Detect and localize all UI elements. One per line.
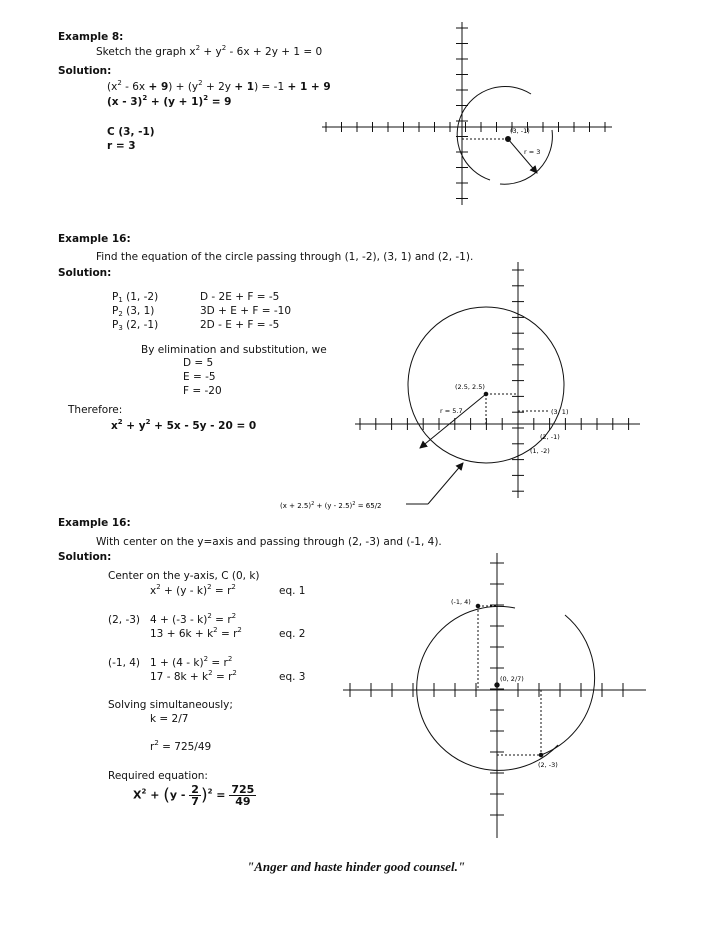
point-2-neg3: (2, -3) [108, 614, 141, 626]
graph-1 [322, 22, 612, 205]
point-label-2-neg3: (2, -3) [538, 761, 558, 769]
point-label-3-1: (3, 1) [551, 408, 569, 416]
center-label: (3, -1) [510, 127, 530, 135]
example-8-prompt: Sketch the graph $x^2 + y^2 - 6x + 2y + 1 = 0$ [96, 44, 323, 58]
solution-label: Solution: [58, 65, 112, 77]
equation-3: $17 - 8k + k^2 = r^2$ [150, 669, 237, 683]
example-8-title: Example 8: [58, 31, 124, 43]
final-equation: $X^2 + (y$ - $\frac{2}{7}$ )$^2$ = $\frac{725}{49}$ [133, 783, 255, 808]
standard-form-equation: $(x - 3)^2 + (y + 1)^2 = 9$ [107, 94, 232, 108]
eq-2-tag: eq. 2 [279, 628, 306, 640]
equation-p3: 2D - E + F = -5 [200, 319, 280, 331]
eq-1-tag: eq. 1 [279, 585, 306, 597]
therefore-label: Therefore: [68, 404, 123, 416]
quote-footer: "Anger and haste hinder good counsel." [247, 859, 466, 874]
equation-p2: 3D + E + F = -10 [200, 305, 292, 317]
leader-line [428, 463, 463, 504]
equation-2: $13 + 6k + k^2 = r^2$ [150, 626, 242, 640]
k-value: k = 2/7 [150, 713, 189, 725]
graph-2 [355, 262, 640, 504]
center-label: (2.5, 2.5) [455, 383, 485, 391]
solving-text: Solving simultaneously; [108, 699, 233, 711]
result-d: D = 5 [183, 357, 214, 369]
result-e: E = -5 [183, 371, 216, 383]
example-16-prompt: Find the equation of the circle passing through (1, -2), (3, 1) and (2, -1). [96, 251, 474, 263]
center-point [484, 392, 488, 396]
eq-3-tag: eq. 3 [279, 671, 306, 683]
completing-square-line: $(x^2 - 6x + 9) + (y^2 + 2y + 1) = -1 + 1 + 9$ [107, 79, 331, 93]
point-p1: $P_1$ (1, -2) [112, 291, 159, 304]
graph-equation: $(x + 2.5)^2 + (y - 2.5)^2 = 65/2$ [280, 501, 382, 510]
result-f: F = -20 [183, 385, 222, 397]
radius-label: r = 3 [524, 148, 541, 156]
point-label-2-neg1: (2, -1) [540, 433, 560, 441]
graph-3 [343, 553, 646, 838]
required-equation-label: Required equation: [108, 770, 208, 782]
point-p3: $P_3$ (2, -1) [112, 319, 159, 332]
radius-label: r = 5.7 [440, 407, 463, 415]
circle-equation-answer: $x^2 + y^2 + 5x - 5y - 20 = 0$ [111, 418, 257, 432]
example-16b-title: Example 16: [58, 517, 131, 529]
circle-3-lower [541, 615, 595, 755]
center-point [506, 137, 511, 142]
solution-label: Solution: [58, 551, 112, 563]
solution-label: Solution: [58, 267, 112, 279]
method-text: By elimination and substitution, we [141, 344, 327, 356]
radius-arrow [420, 394, 486, 448]
example-16-title: Example 16: [58, 233, 131, 245]
center-label: (0, 2/7) [500, 675, 524, 683]
r-squared-value: $r^2 = 725/49$ [150, 739, 212, 753]
center-result: C (3, -1) [107, 126, 155, 138]
point-p2: $P_2$ (3, 1) [112, 305, 155, 318]
substitution-line: $1 + (4 - k)^2 = r^2$ [150, 655, 233, 669]
example-16b-prompt: With center on the y=axis and passing through (2, -3) and (-1, 4). [96, 536, 442, 548]
point-label-1-neg2: (1, -2) [530, 447, 550, 455]
point-label-neg1-4: (-1, 4) [451, 598, 471, 606]
circle-3-upper [417, 606, 558, 770]
equation-p1: D - 2E + F = -5 [200, 291, 280, 303]
center-point [495, 683, 499, 687]
point-neg1-4: (-1, 4) [108, 657, 141, 669]
center-on-axis-text: Center on the y-axis, C (0, k) [108, 570, 260, 582]
substitution-line: $4 + (-3 - k)^2 = r^2$ [150, 612, 237, 626]
radius-result: r = 3 [107, 140, 136, 152]
point-a [476, 604, 480, 608]
equation-1: $x^2 + (y - k)^2 = r^2$ [150, 583, 236, 597]
radius-arrow [508, 139, 537, 173]
point-b [539, 753, 543, 757]
